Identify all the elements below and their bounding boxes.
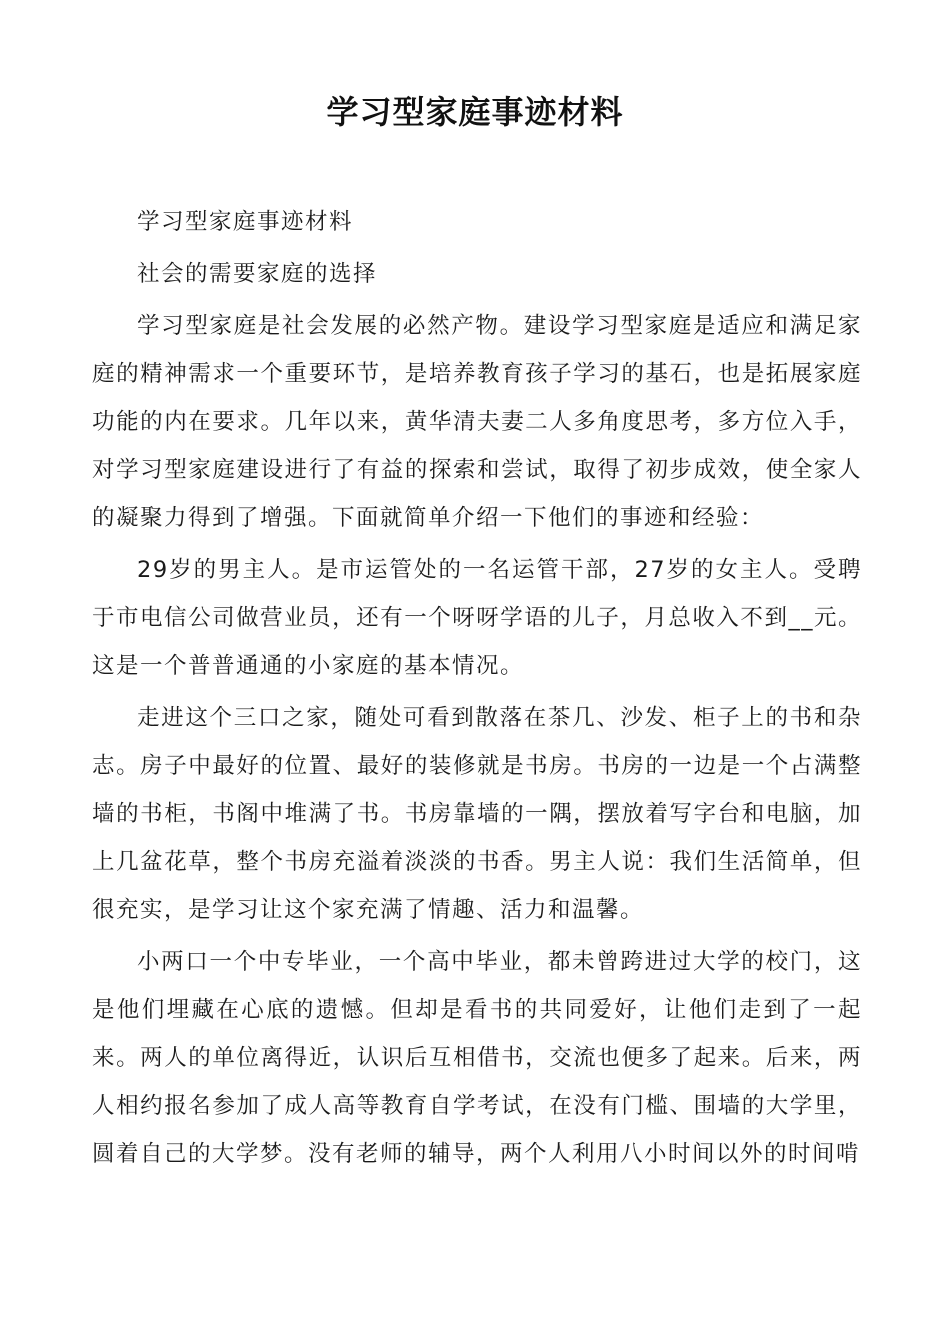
paragraph-subtitle: 学习型家庭事迹材料 (137, 209, 354, 235)
document-title: 学习型家庭事迹材料 (326, 93, 624, 131)
document-body (92, 198, 862, 1178)
paragraph-study-room: 走进这个三口之家，随处可看到散落在茶几、沙发、柜子上的书和杂志。房子中最好的位置、最好的装修就是书房。书房的一边是一个占满整墙的书柜，书阁中堆满了书。书房靠墙的一隅，摆放着写字台和电脑，加上几盆花草，整个书房充溢着淡淡的书香。男主人说：我们生活简单，但很充实，是学习让这个家充满了情趣、活力和温馨。 (92, 705, 862, 923)
paragraph-intro: 学习型家庭是社会发展的必然产物。建设学习型家庭是适应和满足家庭的精神需求一个重要环节，是培养教育孩子学习的基石，也是拓展家庭功能的内在要求。几年以来，黄华清夫妻二人多角度思考，多方位入手，对学习型家庭建设进行了有益的探索和尝试，取得了初步成效，使全家人的凝聚力得到了增强。下面就简单介绍一下他们的事迹和经验： (92, 313, 862, 531)
paragraph-section-heading: 社会的需要家庭的选择 (137, 261, 378, 287)
paragraph-education: 小两口一个中专毕业，一个高中毕业，都未曾跨进过大学的校门，这是他们埋藏在心底的遗憾。但却是看书的共同爱好，让他们走到了一起来。两人的单位离得近，认识后互相借书，交流也便多了起来。后来，两人相约报名参加了成人高等教育自学考试，在没有门槛、围墙的大学里，圆着自己的大学梦。没有老师的辅导，两个人利用八小时间以外的时间啃 (92, 949, 862, 1167)
paragraph-family-info: 29岁的男主人。是市运管处的一名运管干部，27岁的女主人。受聘于市电信公司做营业员，还有一个呀呀学语的儿子，月总收入不到__元。这是一个普普通通的小家庭的基本情况。 (92, 557, 862, 679)
